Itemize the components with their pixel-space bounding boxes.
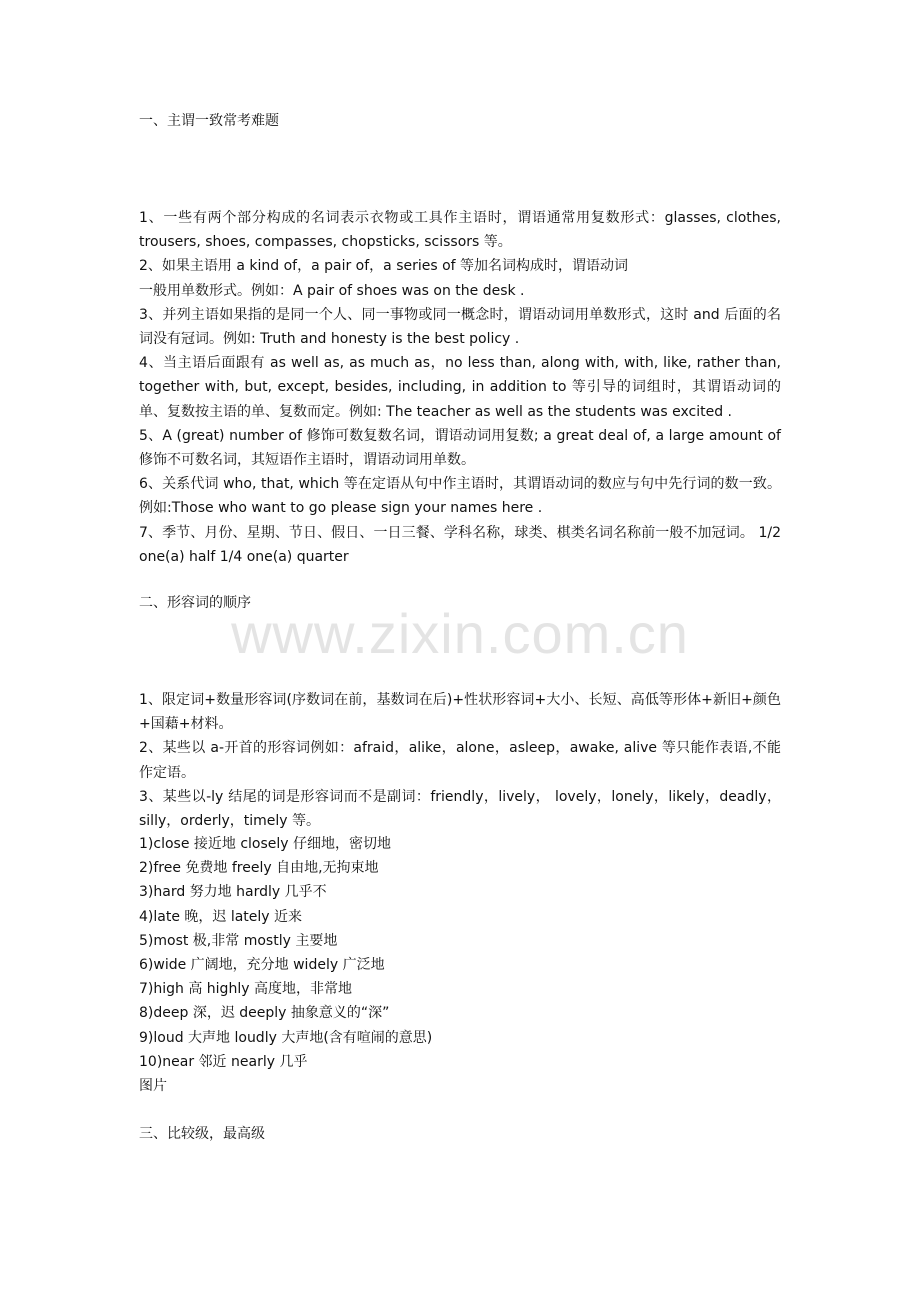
list-item: 1)close 接近地 closely 仔细地，密切地 [139, 836, 392, 852]
paragraph: 4、当主语后面跟有 as well as, as much as，no less than, along with, with, like, rather than, together with, but, except, besides, including, in addition to 等引导的词组时，其谓语动词的单、复数按主语的单、复数而定。例如: The teacher as well as the students was excited . [139, 355, 781, 420]
list-item: 7)high 高 highly 高度地，非常地 [139, 981, 352, 998]
section-1-body [139, 206, 781, 569]
list-item: 4)late 晚，迟 lately 近来 [139, 908, 303, 925]
paragraph: 一般用单数形式。例如：A pair of shoes was on the desk . [139, 282, 525, 299]
list-item: 10)near 邻近 nearly 几乎 [139, 1053, 308, 1070]
section-heading-adjective-order: 二、形容词的顺序 [139, 595, 251, 611]
paragraph: 5、A (great) number of 修饰可数复数名词，谓语动词用复数; a great deal of, a large amount of 修饰不可数名词，其短语作主语时，谓语动词用单数。 [139, 427, 781, 469]
paragraph: 2、如果主语用 a kind of，a pair of，a series of 等加名词构成时，谓语动词 [139, 258, 629, 275]
paragraph: 1、一些有两个部分构成的名词表示衣物或工具作主语时，谓语通常用复数形式：glasses, clothes, trousers, shoes, compasses, chopsticks, scissors 等。 [139, 210, 781, 251]
paragraph: 3、某些以-ly 结尾的词是形容词而不是副词：friendly，lively， lovely，lonely，likely，deadly，silly，orderly，timely 等。 [139, 788, 781, 830]
adverb-pair-list [139, 832, 781, 1098]
list-item: 9)loud 大声地 loudly 大声地(含有喧闹的意思) [139, 1029, 433, 1046]
paragraph: 3、并列主语如果指的是同一个人、同一事物或同一概念时，谓语动词用单数形式，这时 and 后面的名词没有冠词。例如: Truth and honesty is the best policy . [139, 306, 781, 348]
paragraph: 7、季节、月份、星期、节日、假日、一日三餐、学科名称，球类、棋类名词名称前一般不加冠词。 1/2 one(a) half 1/4 one(a) quarter [139, 524, 781, 565]
image-caption: 图片 [139, 1078, 167, 1095]
paragraph: 2、某些以 a-开首的形容词例如：afraid，alike，alone，asleep，awake, alive 等只能作表语,不能作定语。 [139, 740, 781, 781]
list-item: 2)free 免费地 freely 自由地,无拘束地 [139, 860, 379, 877]
section-heading-subject-verb-agreement: 一、主谓一致常考难题 [139, 113, 279, 129]
section-heading-comparatives: 三、比较级，最高级 [139, 1126, 265, 1142]
list-item: 6)wide 广阔地，充分地 widely 广泛地 [139, 957, 385, 974]
section-2-body [139, 688, 781, 833]
paragraph: 6、关系代词 who, that, which 等在定语从句中作主语时，其谓语动词的数应与句中先行词的数一致。例如:Those who want to go please sign your names here . [139, 476, 781, 517]
list-item: 3)hard 努力地 hardly 几乎不 [139, 884, 327, 901]
watermark: www.zixin.com.cn [231, 602, 689, 665]
paragraph: 1、限定词+数量形容词(序数词在前，基数词在后)+性状形容词+大小、长短、高低等形体+新旧+颜色+国藉+材料。 [139, 692, 781, 733]
list-item: 8)deep 深，迟 deeply 抽象意义的“深” [139, 1005, 390, 1022]
list-item: 5)most 极,非常 mostly 主要地 [139, 932, 338, 949]
